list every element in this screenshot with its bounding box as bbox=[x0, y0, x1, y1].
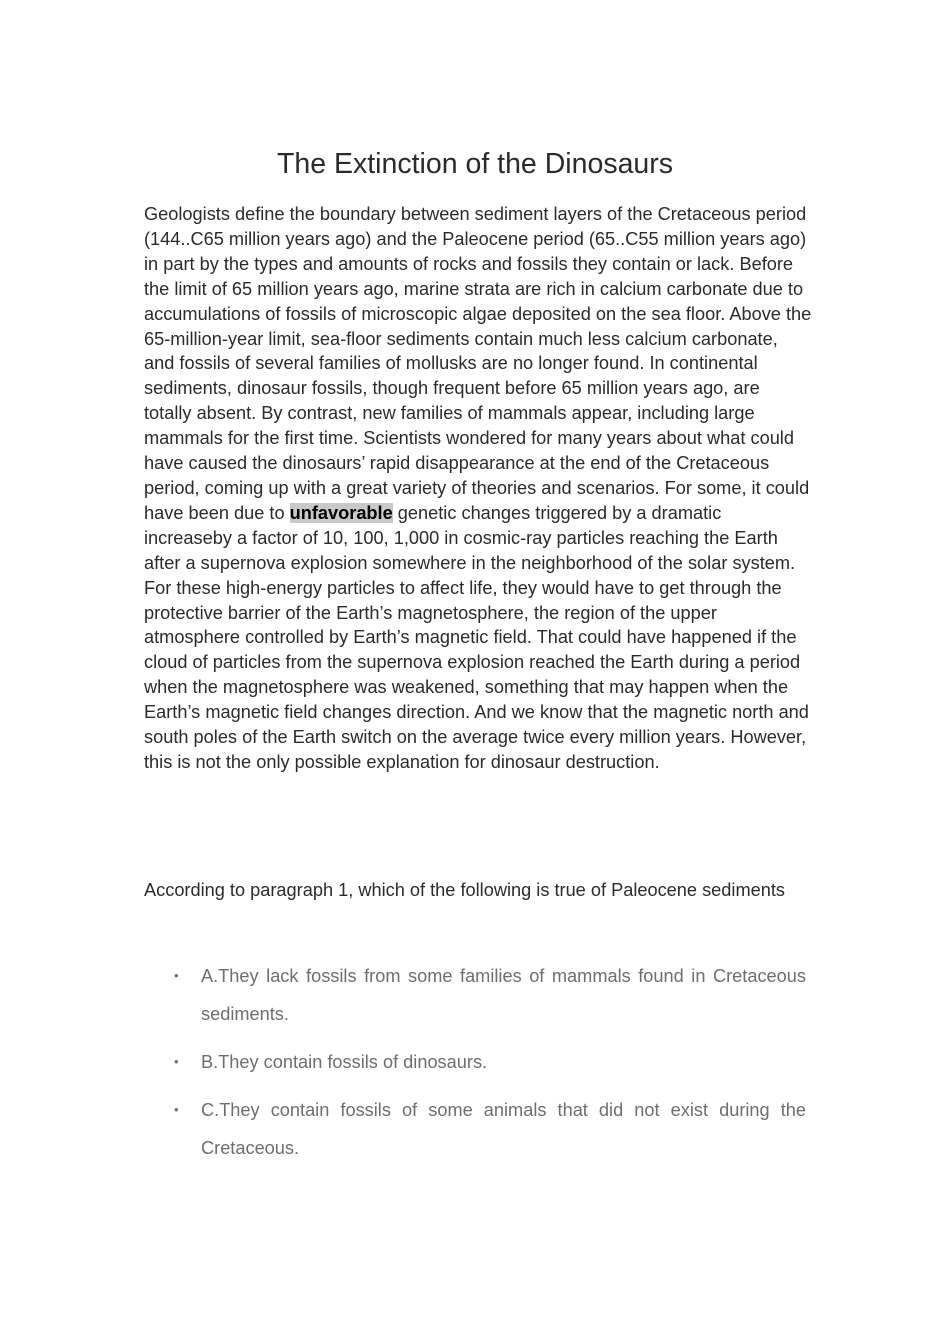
question-text: According to paragraph 1, which of the following is true of Paleocene sediments bbox=[144, 880, 785, 900]
answer-option-text: A.They lack fossils from some families of mammals found in Cretaceous sediments. bbox=[201, 966, 806, 1024]
passage-text-before: Geologists define the boundary between sediment layers of the Cretaceous period (144..C65 million years ago) and the Paleocene period (65..C55 million years ago) in part by the types and amounts of rocks and fossils they contain or lack. Before the limit of 65 million years ago, marine strata are rich in calcium carbonate due to accumulations of fossils of microscopic algae deposited on the sea floor. Above the 65-million-year limit, sea-floor sediments contain much less calcium carbonate, and fossils of several families of mollusks are no longer found. In continental sediments, dinosaur fossils, though frequent before 65 million years ago, are totally absent. By contrast, new families of mammals appear, including large mammals for the first time. Scientists wondered for many years about what could have caused the dinosaurs’ rapid disappearance at the end of the Cretaceous period, coming up with a great variety of theories and scenarios. For some, it could have been due to bbox=[144, 204, 812, 523]
bullet-icon: • bbox=[174, 1102, 179, 1117]
page-title: The Extinction of the Dinosaurs bbox=[276, 148, 674, 180]
answer-option-c[interactable] bbox=[144, 1091, 806, 1167]
answer-option-a[interactable] bbox=[144, 957, 806, 1033]
answer-option-text: C.They contain fossils of some animals that did not exist during the Cretaceous. bbox=[201, 1100, 806, 1158]
answer-options bbox=[144, 957, 806, 1177]
bullet-icon: • bbox=[174, 968, 179, 983]
passage-text-after: genetic changes triggered by a dramatic increaseby a factor of 10, 100, 1,000 in cosmic-ray particles reaching the Earth after a supernova explosion somewhere in the neighborhood of the solar system. For these high-energy particles to affect life, they would have to get through the protective barrier of the Earth’s magnetosphere, the region of the upper atmosphere controlled by Earth’s magnetic field. That could have happened if the cloud of particles from the supernova explosion reached the Earth during a period when the magnetosphere was weakened, something that may happen when the Earth’s magnetic field changes direction. And we know that the magnetic north and south poles of the Earth switch on the average twice every million years. However, this is not the only possible explanation for dinosaur destruction. bbox=[144, 502, 809, 772]
answer-option-text: B.They contain fossils of dinosaurs. bbox=[201, 1052, 488, 1072]
passage-paragraph bbox=[144, 202, 812, 775]
highlighted-word[interactable]: unfavorable bbox=[289, 502, 393, 523]
bullet-icon: • bbox=[174, 1054, 179, 1069]
answer-option-b[interactable] bbox=[144, 1043, 806, 1081]
